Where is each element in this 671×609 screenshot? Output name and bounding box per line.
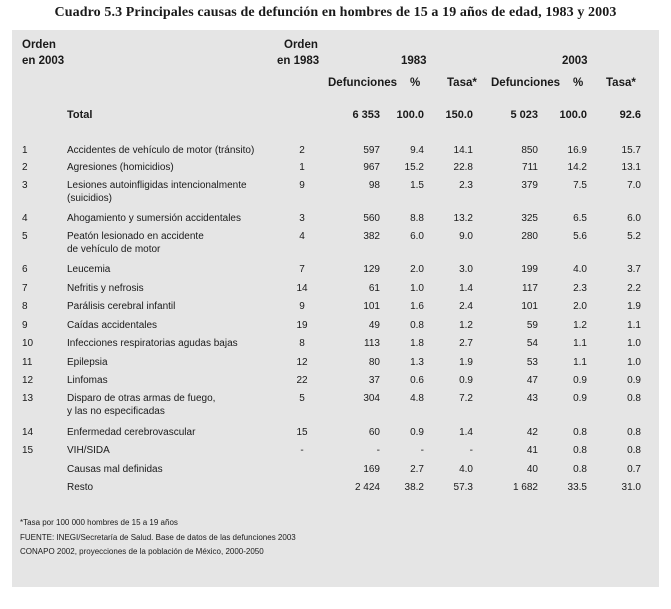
row-tasa-2003: 15.7 [621,145,641,156]
row-tasa-1983: 1.4 [459,283,473,294]
row-pct-1983: 9.4 [410,145,424,156]
row-pct-1983: 2.7 [410,464,424,475]
row-orden-2003: 10 [22,338,34,349]
row-cause: Enfermedad cerebrovascular [67,427,196,438]
row-orden-2003: 9 [22,320,28,331]
row-pct-2003: 1.2 [573,320,587,331]
total-tasa-2003: 92.6 [619,109,641,121]
row-orden-2003: 13 [22,393,34,404]
row-def-1983: 80 [368,357,380,368]
row-orden-1983: 22 [296,375,308,386]
header-year-1983: 1983 [401,55,427,67]
footnote-source-2: CONAPO 2002, proyecciones de la población de México, 2000-2050 [20,547,264,556]
row-orden-1983: 4 [299,231,305,242]
row-def-2003: 1 682 [512,482,538,493]
row-cause: Ahogamiento y sumersión accidentales [67,213,241,224]
row-pct-2003: 0.8 [573,445,587,456]
row-cause-line2: y las no especificadas [67,406,165,417]
row-def-2003: 379 [521,180,538,191]
row-orden-2003: 8 [22,301,28,312]
row-tasa-1983: 13.2 [453,213,473,224]
row-tasa-1983: 2.7 [459,338,473,349]
footnote-tasa: *Tasa por 100 000 hombres de 15 a 19 años [20,518,178,527]
row-def-1983: 60 [368,427,380,438]
row-orden-1983: 14 [296,283,308,294]
row-pct-2003: 0.9 [573,393,587,404]
row-pct-2003: 16.9 [567,145,587,156]
row-def-1983: 560 [363,213,380,224]
row-pct-2003: 0.8 [573,427,587,438]
row-tasa-1983: 2.3 [459,180,473,191]
row-tasa-1983: 3.0 [459,264,473,275]
row-pct-2003: 1.1 [573,357,587,368]
row-tasa-1983: 1.4 [459,427,473,438]
row-def-1983: 597 [363,145,380,156]
header-tasa-2003: Tasa* [606,77,636,89]
row-tasa-2003: 0.9 [627,375,641,386]
row-tasa-1983: 1.9 [459,357,473,368]
row-orden-1983: 7 [299,264,305,275]
row-def-2003: 101 [521,301,538,312]
row-tasa-2003: 0.7 [627,464,641,475]
row-cause-line2: de vehículo de motor [67,244,161,255]
row-def-1983: - [376,445,380,456]
table-title: Cuadro 5.3 Principales causas de defunción en hombres de 15 a 19 años de edad, 1983 y 2003 [54,5,617,20]
row-def-1983: 382 [363,231,380,242]
row-orden-2003: 6 [22,264,28,275]
row-tasa-2003: 3.7 [627,264,641,275]
row-pct-2003: 2.0 [573,301,587,312]
row-pct-1983: 38.2 [404,482,424,493]
row-def-2003: 325 [521,213,538,224]
row-cause: Nefritis y nefrosis [67,283,144,294]
row-tasa-2003: 0.8 [627,427,641,438]
header-orden-1983-line1: Orden [284,39,318,51]
total-label: Total [67,109,93,121]
row-tasa-2003: 0.8 [627,445,641,456]
row-tasa-1983: 57.3 [453,482,473,493]
row-tasa-1983: 9.0 [459,231,473,242]
row-tasa-2003: 1.9 [627,301,641,312]
row-def-1983: 113 [364,338,380,349]
table-panel [12,30,659,587]
row-def-2003: 54 [526,338,538,349]
row-pct-2003: 33.5 [567,482,587,493]
total-pct-1983: 100.0 [396,109,424,121]
row-tasa-2003: 7.0 [627,180,641,191]
row-cause: Causas mal definidas [67,464,163,475]
row-def-2003: 117 [522,283,538,294]
header-defunciones-2003: Defunciones [491,77,561,89]
row-pct-2003: 7.5 [573,180,587,191]
row-pct-1983: 1.3 [410,357,424,368]
row-cause: Resto [67,482,94,493]
row-def-1983: 61 [368,283,380,294]
row-def-1983: 101 [363,301,380,312]
total-def-1983: 6 353 [352,109,380,121]
row-pct-2003: 6.5 [573,213,587,224]
row-pct-1983: 0.6 [410,375,424,386]
header-year-2003: 2003 [562,55,588,67]
row-pct-2003: 4.0 [573,264,587,275]
header-orden-2003-line1: Orden [22,39,56,51]
row-tasa-1983: 4.0 [459,464,473,475]
row-def-1983: 98 [368,180,380,191]
row-tasa-2003: 6.0 [627,213,641,224]
row-tasa-1983: - [469,445,473,456]
row-def-2003: 47 [526,375,538,386]
row-pct-2003: 0.8 [573,464,587,475]
header-defunciones-1983: Defunciones [328,77,398,89]
row-cause-line2: (suicidios) [67,193,113,204]
row-orden-2003: 4 [22,213,28,224]
row-cause: Accidentes de vehículo de motor (tránsito) [67,145,255,156]
row-orden-2003: 12 [22,375,34,386]
row-cause: Leucemia [67,264,111,275]
row-def-2003: 53 [526,357,538,368]
row-tasa-1983: 2.4 [459,301,473,312]
row-pct-1983: - [420,445,424,456]
header-tasa-1983: Tasa* [447,77,477,89]
row-tasa-1983: 22.8 [453,162,473,173]
row-cause: VIH/SIDA [67,445,110,456]
row-pct-2003: 2.3 [573,283,587,294]
row-def-2003: 40 [526,464,538,475]
total-def-2003: 5 023 [510,109,538,121]
row-pct-1983: 4.8 [410,393,424,404]
row-tasa-1983: 0.9 [459,375,473,386]
footnote-source-1: FUENTE: INEGI/Secretaría de Salud. Base de datos de las defunciones 2003 [20,533,296,542]
row-pct-1983: 6.0 [410,231,424,242]
row-orden-2003: 2 [22,162,28,173]
row-orden-1983: 15 [296,427,308,438]
row-tasa-2003: 31.0 [621,482,641,493]
row-tasa-2003: 13.1 [621,162,641,173]
row-def-1983: 967 [363,162,380,173]
row-tasa-2003: 1.1 [627,320,641,331]
header-pct-2003: % [573,77,584,89]
row-pct-1983: 1.8 [410,338,424,349]
row-orden-2003: 15 [22,445,34,456]
row-def-2003: 59 [526,320,538,331]
row-orden-1983: 9 [299,180,305,191]
row-cause: Lesiones autoinfligidas intencionalmente [67,180,247,191]
header-orden-2003-line2: en 2003 [22,55,65,67]
row-def-1983: 169 [363,464,380,475]
row-orden-1983: 12 [296,357,308,368]
row-def-2003: 42 [526,427,538,438]
row-def-1983: 49 [368,320,380,331]
row-orden-1983: 3 [299,213,305,224]
row-tasa-1983: 7.2 [459,393,473,404]
row-pct-2003: 0.9 [573,375,587,386]
header-orden-1983-line2: en 1983 [277,55,320,67]
row-cause: Linfomas [67,375,108,386]
row-orden-2003: 1 [22,145,28,156]
row-def-2003: 41 [526,445,538,456]
row-tasa-2003: 1.0 [627,357,641,368]
row-pct-1983: 15.2 [404,162,424,173]
row-cause: Infecciones respiratorias agudas bajas [67,338,238,349]
row-pct-1983: 2.0 [410,264,424,275]
row-def-2003: 199 [521,264,538,275]
row-pct-2003: 5.6 [573,231,587,242]
row-orden-1983: 19 [296,320,308,331]
row-orden-1983: 8 [299,338,305,349]
row-orden-2003: 7 [22,283,28,294]
row-orden-2003: 5 [22,231,28,242]
row-def-1983: 129 [363,264,380,275]
row-cause: Agresiones (homicidios) [67,162,174,173]
row-orden-1983: 9 [299,301,305,312]
row-orden-1983: 1 [299,162,305,173]
row-cause: Caídas accidentales [67,320,158,331]
row-def-1983: 2 424 [354,482,380,493]
row-tasa-2003: 2.2 [627,283,641,294]
row-pct-2003: 1.1 [573,338,587,349]
row-def-2003: 280 [521,231,538,242]
total-pct-2003: 100.0 [559,109,587,121]
row-orden-2003: 11 [22,357,33,368]
row-orden-2003: 3 [22,180,28,191]
row-cause: Epilepsia [67,357,108,368]
header-pct-1983: % [410,77,421,89]
row-tasa-2003: 0.8 [627,393,641,404]
row-pct-1983: 1.0 [410,283,424,294]
row-tasa-2003: 1.0 [627,338,641,349]
row-orden-1983: 5 [299,393,305,404]
row-cause: Disparo de otras armas de fuego, [67,393,216,404]
row-def-1983: 37 [368,375,380,386]
row-orden-1983: 2 [299,145,305,156]
row-orden-1983: - [300,445,304,456]
row-cause: Peatón lesionado en accidente [67,231,204,242]
row-def-1983: 304 [363,393,380,404]
row-pct-1983: 8.8 [410,213,424,224]
row-pct-1983: 0.9 [410,427,424,438]
row-pct-1983: 1.6 [410,301,424,312]
row-def-2003: 850 [521,145,538,156]
row-def-2003: 711 [522,162,538,173]
row-def-2003: 43 [526,393,538,404]
row-pct-1983: 0.8 [410,320,424,331]
row-tasa-2003: 5.2 [627,231,641,242]
total-tasa-1983: 150.0 [445,109,473,121]
row-pct-2003: 14.2 [567,162,587,173]
row-tasa-1983: 1.2 [459,320,473,331]
row-orden-2003: 14 [22,427,34,438]
row-pct-1983: 1.5 [410,180,424,191]
row-cause: Parálisis cerebral infantil [67,301,176,312]
row-tasa-1983: 14.1 [453,145,473,156]
